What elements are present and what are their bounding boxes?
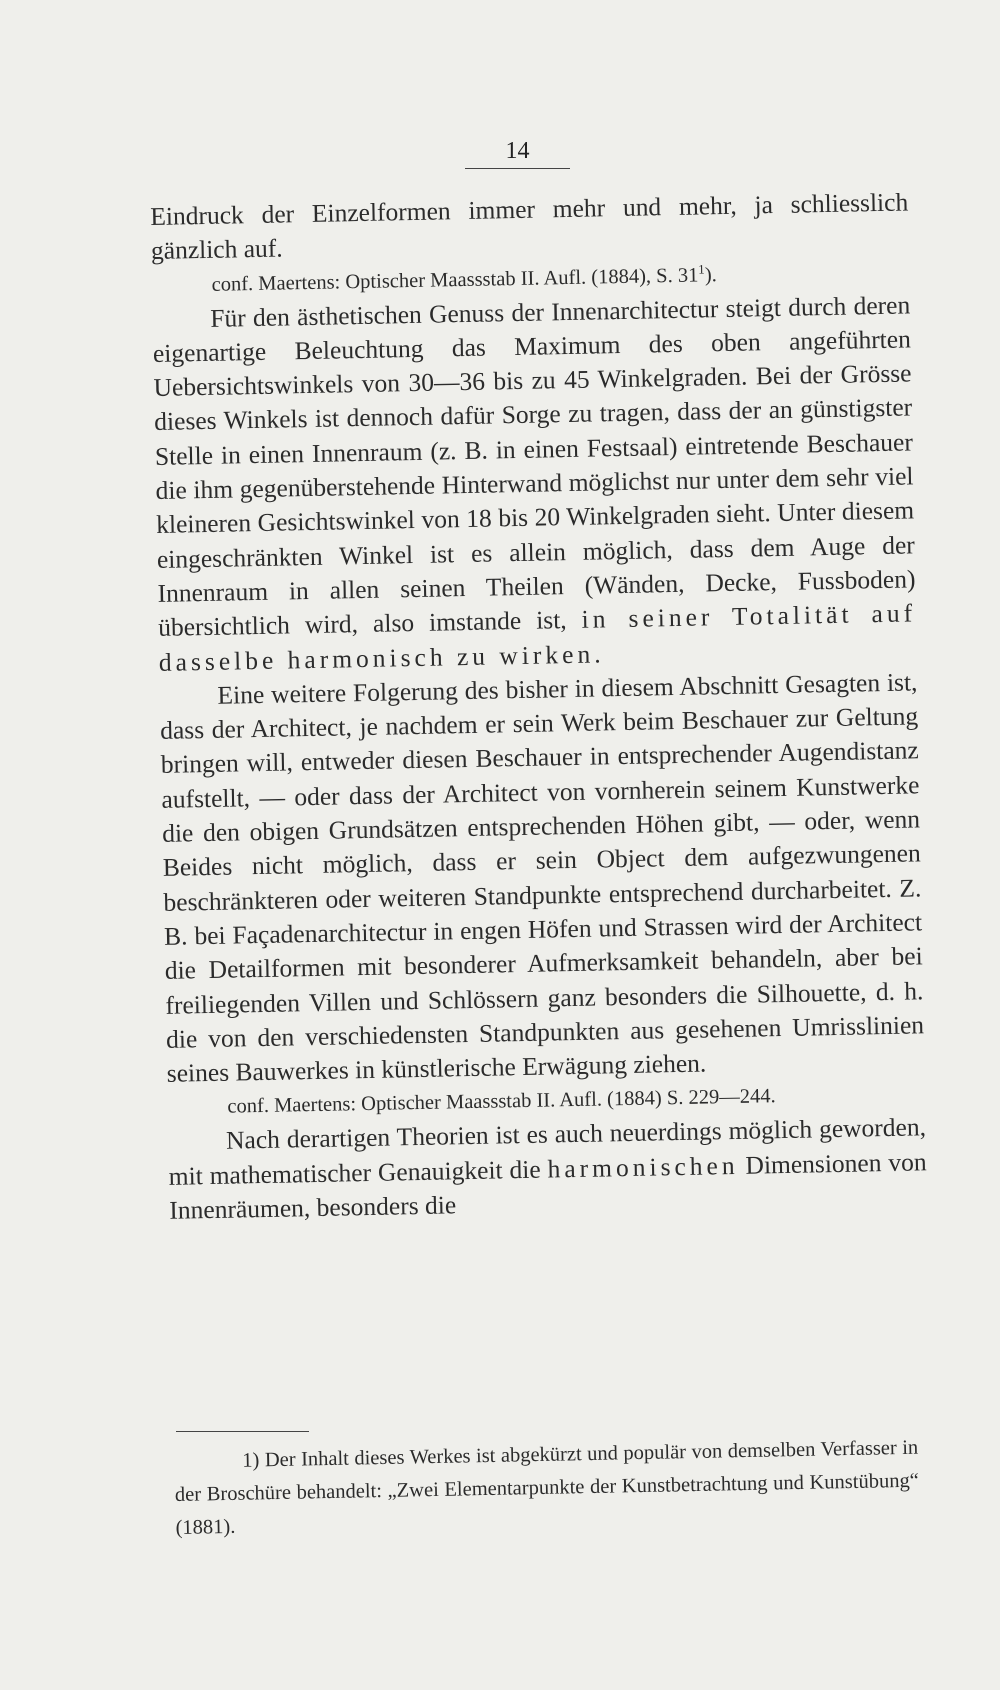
footnote-paragraph	[174, 1432, 920, 1545]
paragraph-text: Für den ästhetischen Genuss der Innenarchitectur steigt durch deren eigenartige Beleuchtung das Maximum des oben angeführten Uebersichtswinkels von 30—36 bis zu 45 Winkelgraden. Bei der Grösse dieses Winkels ist dennoch dafür Sorge zu tragen, dass der an günstigster Stelle in einen Innenraum (z. B. in einen Festsaal) eintretende Beschauer die ihm gegenüberstehende Hinterwand möglichst nur unter dem sehr viel kleineren Gesichtswinkel von 18 bis 20 Winkelgraden sieht. Unter diesem eingeschränkten Winkel ist es allein möglich, dass dem Auge der Innenraum in allen seinen Theilen (Wänden, Decke, Fussboden) übersichtlich wird, also imstande ist,	[152, 290, 916, 643]
paragraph-continuation: Eindruck der Einzelformen immer mehr und mehr, ja schliesslich gänzlich auf.	[150, 187, 909, 266]
footnote-rule	[176, 1431, 309, 1432]
paragraph-text: Nach derartigen Theorien ist es auch neuerdings möglich geworden, mit mathematischer Genauigkeit die	[168, 1112, 927, 1191]
paragraph-text: Dimensionen von Innenräumen, besonders die	[169, 1146, 927, 1225]
reference-line: conf. Maertens: Optischer Maassstab II. Aufl. (1884) S. 229—244.	[227, 1085, 776, 1119]
page-number: 14	[505, 138, 530, 164]
footnote-text: Der Inhalt dieses Werkes ist abgekürzt und populär von demselben Verfasser in der Broschüre behandelt: „Zwei Elementarpunkte der Kunstbetrachtung und Kunstübung“ (1881).	[174, 1436, 920, 1539]
paragraph	[152, 288, 917, 680]
main-text	[150, 185, 928, 1228]
paragraph	[168, 1111, 928, 1228]
footnote-marker: 1	[698, 261, 705, 277]
emphasized-text: in seiner Totalität auf dasselbe harmonisch zu wirken.	[158, 598, 917, 677]
emphasized-text: harmonischen	[547, 1150, 739, 1184]
footnote-mark: 1)	[242, 1449, 260, 1472]
footnote	[174, 1432, 920, 1545]
reference-text: conf. Maertens: Optischer Maassstab II. Aufl. (1884), S. 31	[211, 264, 699, 296]
paragraph: Eine weitere Folgerung des bisher in diesem Abschnitt Gesagten ist, dass der Architect, je nachdem er sein Werk beim Beschauer zur Geltung bringen will, entweder diesen Beschauer in entsprechender Augendistanz aufstellt, — oder dass der Architect von vornherein seinem Kunstwerke die den obigen Grundsätzen entsprechenden Höhen gibt, — oder, wenn Beides nicht möglich, dass er sein Object dem aufgezwungenen beschränkteren oder weiteren Standpunkte entsprechend durcharbeitet. Z. B. bei Façadenarchitectur in engen Höfen und Strassen wird der Architect die Detailformen mit besonderer Aufmerksamkeit behandeln, aber bei freiliegenden Villen und Schlössern ganz besonders die Silhouette, d. h. die von den verschiedensten Standpunkten aus gesehenen Umrisslinien seines Bauwerkes in künstlerische Erwägung ziehen.	[159, 667, 925, 1088]
reference-tail: ).	[704, 263, 717, 286]
header-rule	[465, 168, 570, 169]
